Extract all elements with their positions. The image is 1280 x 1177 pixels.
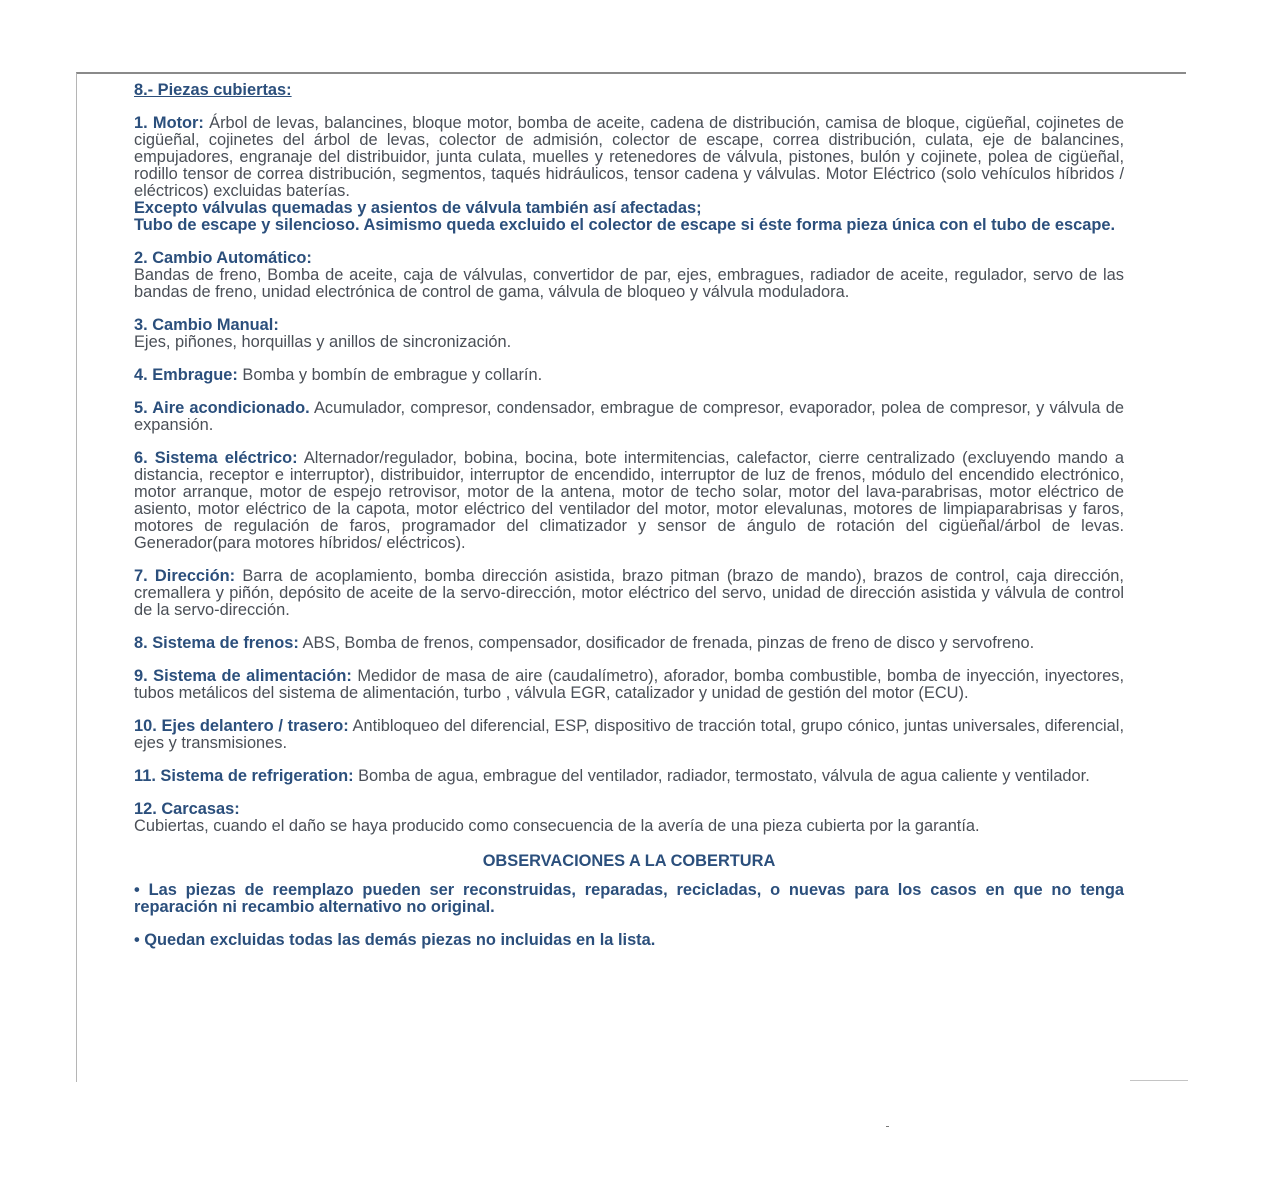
section-text: Bandas de freno, Bomba de aceite, caja de válvulas, convertidor de par, ejes, embragues, radiador de aceite, regulador, servo de las bandas de freno, unidad electrónica de control de gama, válvula de bloqueo y válvula moduladora. [134,266,1124,301]
section-sistema-alimentacion [134,668,1124,702]
section-cambio-manual [134,317,1124,351]
section-aire-acondicionado [134,400,1124,434]
section-label: 3. Cambio Manual: [134,316,279,334]
section-text: ABS, Bomba de frenos, compensador, dosificador de frenada, pinzas de freno de disco y servofreno. [298,634,1035,652]
section-label: 8. Sistema de frenos: [134,634,299,652]
section-label: 12. Carcasas: [134,800,240,818]
section-text: Medidor de masa de aire (caudalímetro), aforador, bomba combustible, bomba de inyección, inyectores, tubos metálicos del sistema de alimentación, turbo , válvula EGR, catalizador y unidad de gestión del motor (ECU). [134,667,1124,702]
scan-speck [886,1126,889,1127]
section-label: 9. Sistema de alimentación: [134,667,352,685]
section-text: Barra de acoplamiento, bomba dirección asistida, brazo pitman (brazo de mando), brazos de control, caja dirección, cremallera y piñón, depósito de aceite de la servo-dirección, motor eléctrico del servo, unidad de dirección asistida y válvula de control de la servo-dirección. [134,567,1124,619]
observation-item: • Quedan excluidas todas las demás piezas no incluidas en la lista. [134,931,656,949]
section-text: Ejes, piñones, horquillas y anillos de sincronización. [134,333,512,351]
exclusion-note: Tubo de escape y silencioso. Asimismo queda excluido el colector de escape si éste forma pieza única con el tubo de escape. [134,216,1116,234]
section-direccion [134,568,1124,619]
document-content [134,82,1124,965]
section-text: Alternador/regulador, bobina, bocina, bote intermitencias, calefactor, cierre centralizado (excluyendo mando a distancia, receptor e interruptor), distribuidor, interruptor de encendido, interruptor de luz de frenos, módulo del encendido electrónico, motor arranque, motor de espejo retrovisor, motor de la antena, motor de techo solar, motor del lava-parabrisas, motor eléctrico de asiento, motor eléctrico de la capota, motor eléctrico del ventilador del motor, motor elevalunas, motores de limpiaparabrisas y faros, motores de regulación de faros, programador del climatizador y sensor de ángulo de rotación del cigüeñal/árbol de levas. Generador(para motores híbridos/ eléctricos). [134,449,1124,552]
section-label: 1. Motor: [134,114,204,132]
section-embrague [134,367,1124,384]
section-motor [134,115,1124,234]
section-label: 7. Dirección: [134,567,236,585]
section-text: Bomba y bombín de embrague y collarín. [237,366,543,384]
section-ejes [134,718,1124,752]
section-label: 2. Cambio Automático: [134,249,312,267]
section-heading: 8.- Piezas cubiertas: [134,81,292,99]
section-label: 6. Sistema eléctrico: [134,449,298,467]
section-text: Antibloqueo del diferencial, ESP, dispositivo de tracción total, grupo cónico, juntas universales, diferencial, ejes y transmisiones. [134,717,1124,752]
observation-item: • Las piezas de reemplazo pueden ser reconstruidas, reparadas, recicladas, o nuevas para los casos en que no tenga reparación ni recambio alternativo no original. [134,881,1124,916]
section-label: 4. Embrague: [134,366,238,384]
sheet-edge-line [1130,1080,1188,1081]
section-label: 5. Aire acondicionado. [134,399,310,417]
section-sistema-electrico [134,450,1124,552]
section-label: 10. Ejes delantero / trasero: [134,717,349,735]
section-cambio-automatico [134,250,1124,301]
section-sistema-frenos [134,635,1124,652]
section-label: 11. Sistema de refrigeration: [134,767,354,785]
section-text: Acumulador, compresor, condensador, embrague de compresor, evaporador, polea de compresor, y válvula de expansión. [134,399,1124,434]
observations-title: OBSERVACIONES A LA COBERTURA [482,852,776,870]
section-text: Bomba de agua, embrague del ventilador, radiador, termostato, válvula de agua caliente y ventilador. [353,767,1090,785]
section-refrigeracion [134,768,1124,785]
section-text: Cubiertas, cuando el daño se haya producido como consecuencia de la avería de una pieza cubierta por la garantía. [134,817,980,835]
exclusion-note: Excepto válvulas quemadas y asientos de válvula también así afectadas; [134,199,702,217]
section-text: Árbol de levas, balancines, bloque motor, bomba de aceite, cadena de distribución, camisa de bloque, cigüeñal, cojinetes de cigüeñal, cojinetes del árbol de levas, colector de admisión, colector de escape, correa distribución, culata, eje de balancines, empujadores, engranaje del distribuidor, junta culata, muelles y retenedores de válvula, pistones, bulón y cojinete, polea de cigüeñal, rodillo tensor de correa distribución, segmentos, taqués hidráulicos, tensor cadena y válvulas. Motor Eléctrico (solo vehículos híbridos / eléctricos) excluidas baterías. [134,114,1125,200]
section-carcasas [134,801,1124,835]
